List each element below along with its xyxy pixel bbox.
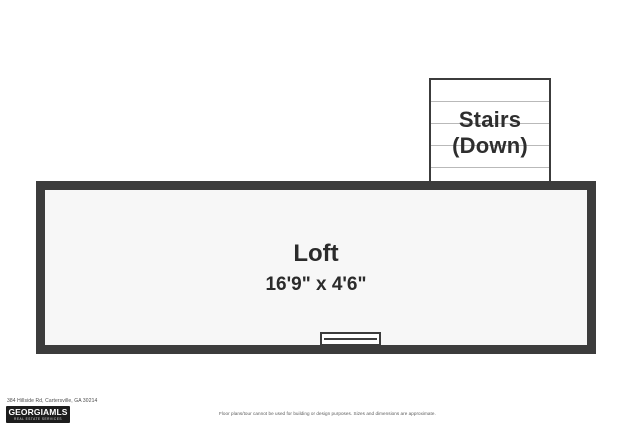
logo-main-text: GEORGIAMLS <box>8 407 68 417</box>
room-loft-name: Loft <box>293 239 339 267</box>
room-loft <box>36 181 596 354</box>
logo-sub-text: REAL ESTATE SERVICES <box>14 417 62 421</box>
room-loft-labels <box>45 190 587 345</box>
footer <box>0 397 640 427</box>
disclaimer-text: Floor plans/tour cannot be used for building or design purposes. Sizes and dimensions are approximate. <box>219 411 436 416</box>
window-symbol <box>320 332 381 346</box>
room-loft-dimensions: 16'9" x 4'6" <box>265 273 367 295</box>
property-address: 384 Hillside Rd, Cartersville, GA 30214 <box>7 398 98 404</box>
stairs-block <box>429 78 551 187</box>
stairs-label <box>431 80 549 185</box>
georgia-mls-logo <box>6 406 70 423</box>
stairs-label-line1: Stairs <box>458 106 522 132</box>
stairs-label-line2: (Down) <box>452 132 528 158</box>
